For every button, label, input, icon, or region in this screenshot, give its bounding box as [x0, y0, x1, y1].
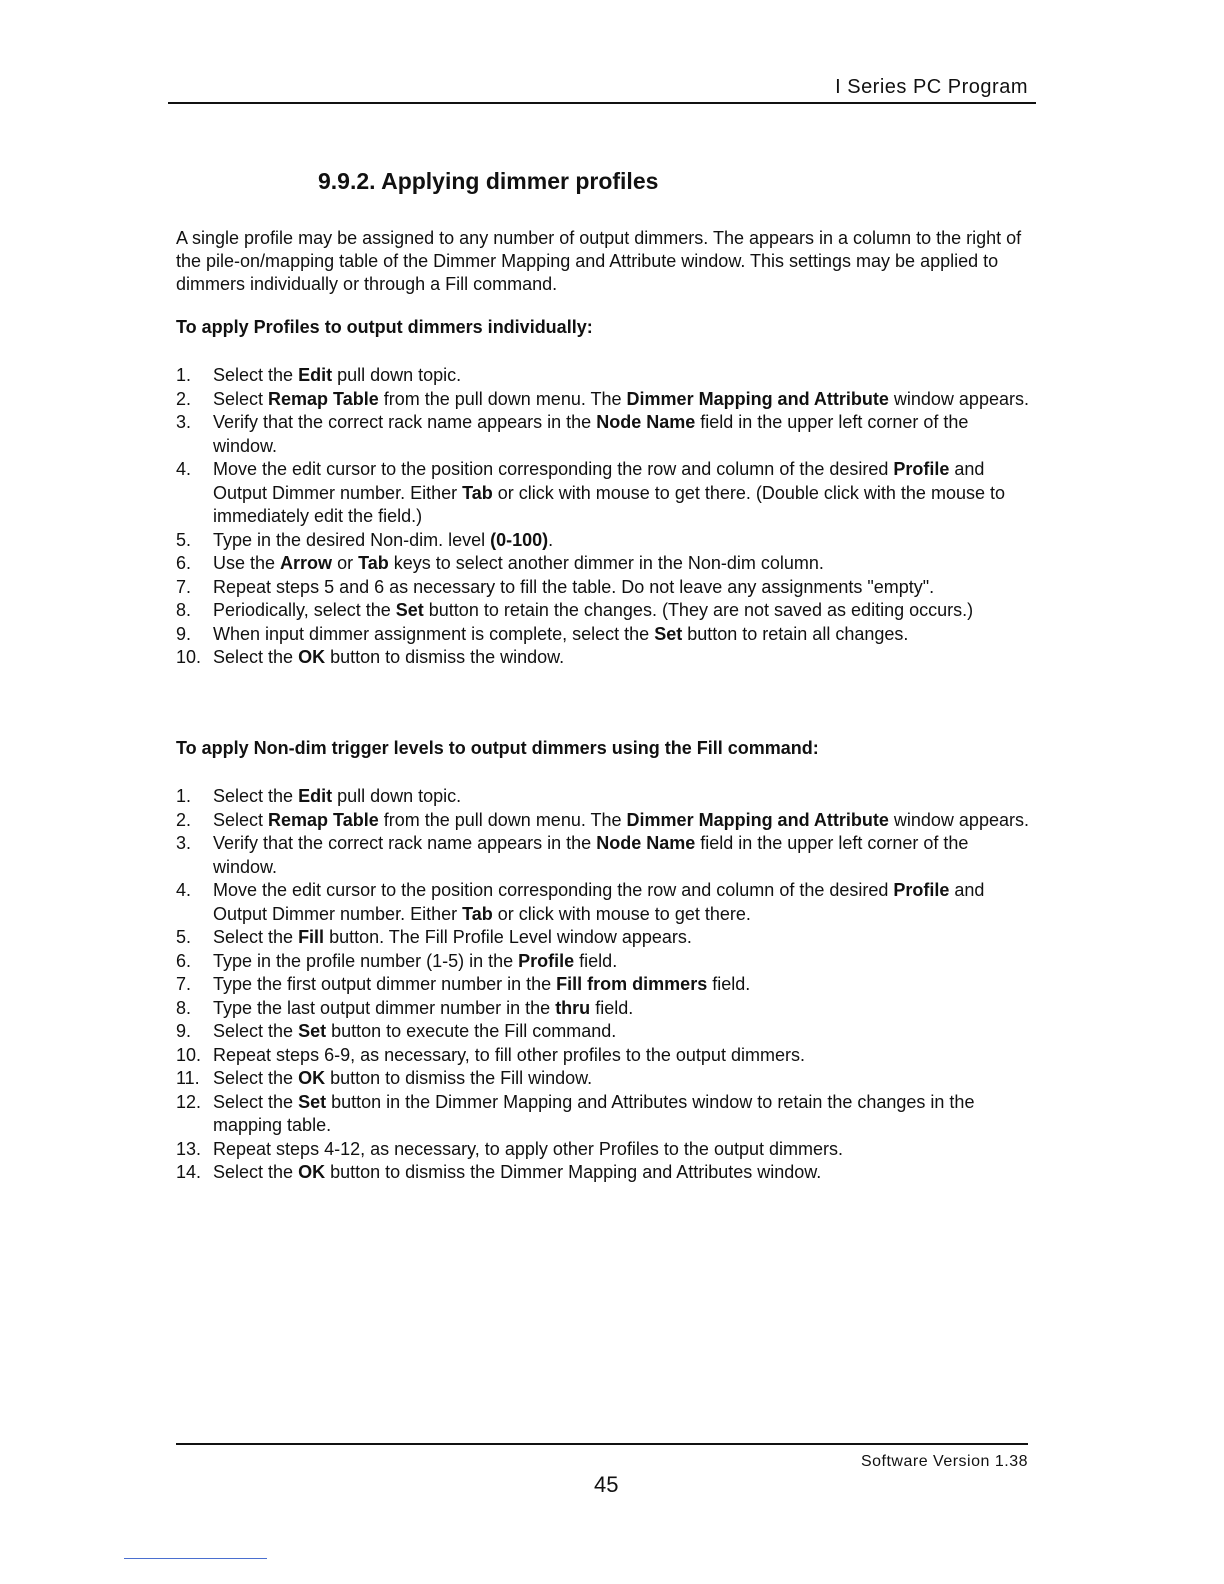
step-text: pull down topic.	[332, 365, 462, 385]
procedure1-steps	[176, 364, 1036, 670]
step-keyword: Tab	[462, 903, 493, 924]
step-text: field in the upper left corner of the window.	[213, 833, 969, 877]
step-text: Repeat steps 5 and 6 as necessary to fill the table. Do not leave any assignments "empty".	[213, 576, 935, 597]
procedure2-heading: To apply Non-dim trigger levels to output dimmers using the Fill command:	[176, 738, 819, 758]
step-text: Select	[213, 388, 269, 409]
list-item	[176, 1161, 1036, 1185]
step-text: from the pull down menu. The	[378, 809, 627, 830]
step-keyword: Remap Table	[268, 388, 379, 409]
step-number: 3.	[176, 412, 192, 432]
list-item	[176, 458, 1036, 529]
step-keyword: OK	[298, 1162, 326, 1182]
list-item	[176, 623, 1036, 647]
list-item	[176, 997, 1036, 1021]
list-item	[176, 388, 1036, 412]
step-keyword: thru	[555, 997, 591, 1018]
footer-divider	[176, 1443, 1028, 1445]
step-number: 12.	[176, 1091, 202, 1112]
step-text: Type in the profile number (1-5) in the	[213, 950, 519, 971]
step-text: button to execute the Fill command.	[326, 1021, 617, 1041]
step-number: 7.	[176, 576, 192, 597]
step-text: Verify that the correct rack name appears in the	[213, 412, 597, 432]
step-text: Select the	[213, 786, 299, 806]
step-text: or click with mouse to get there. (Double click with the mouse to immediately edit the field.)	[213, 482, 1005, 526]
step-number: 3.	[176, 833, 192, 853]
step-number: 1.	[176, 365, 192, 385]
step-text: and Output Dimmer number. Either	[213, 459, 985, 503]
step-keyword: Tab	[462, 482, 493, 503]
step-keyword: Set	[298, 1091, 327, 1112]
list-item	[176, 879, 1036, 926]
list-item	[176, 1138, 1036, 1162]
step-keyword: Fill	[298, 927, 325, 947]
step-keyword: Edit	[298, 786, 333, 806]
step-text: Select the	[213, 365, 299, 385]
list-item	[176, 809, 1036, 833]
step-text: window appears.	[888, 809, 1029, 830]
step-keyword: Dimmer Mapping and Attribute	[626, 809, 889, 830]
step-text: button to retain all changes.	[682, 623, 909, 644]
step-number: 10.	[176, 647, 202, 667]
step-text: keys to select another dimmer in the Non-dim column.	[388, 553, 824, 573]
step-text: Select the	[213, 1091, 299, 1112]
list-item	[176, 926, 1036, 950]
step-text: Use the	[213, 553, 281, 573]
step-keyword: Set	[654, 623, 683, 644]
list-item	[176, 950, 1036, 974]
step-keyword: Node Name	[596, 833, 696, 853]
step-text: field.	[590, 997, 634, 1018]
step-number: 4.	[176, 459, 192, 479]
step-text: button to dismiss the Dimmer Mapping and Attributes window.	[325, 1162, 822, 1182]
step-text: .	[548, 529, 554, 550]
step-number: 13.	[176, 1138, 202, 1159]
step-text: button to dismiss the Fill window.	[325, 1068, 593, 1088]
list-item	[176, 411, 1036, 458]
step-text: Repeat steps 4-12, as necessary, to apply other Profiles to the output dimmers.	[213, 1138, 843, 1159]
step-keyword: Profile	[893, 880, 950, 900]
step-keyword: Profile	[893, 459, 950, 479]
step-text: field.	[574, 950, 618, 971]
step-text: and Output Dimmer number. Either	[213, 880, 985, 924]
step-text: Periodically, select the	[213, 600, 396, 620]
step-text: button to dismiss the window.	[325, 647, 565, 667]
step-text: button to retain the changes. (They are not saved as editing occurs.)	[423, 600, 974, 620]
step-keyword: OK	[298, 1068, 326, 1088]
step-keyword: Arrow	[280, 553, 333, 573]
list-item	[176, 529, 1036, 553]
step-text: Type the first output dimmer number in the	[213, 974, 557, 994]
step-text: Select the	[213, 647, 299, 667]
step-text: field in the upper left corner of the window.	[213, 412, 969, 456]
list-item	[176, 599, 1036, 623]
intro-paragraph: A single profile may be assigned to any number of output dimmers. The appears in a column to the right of the pile-on/mapping table of the Dimmer Mapping and Attribute window. This settings may be applied to dimmers individually or through a Fill command.	[176, 228, 1022, 294]
step-number: 9.	[176, 623, 192, 644]
step-number: 6.	[176, 553, 192, 573]
step-text: field.	[707, 974, 751, 994]
step-text: Move the edit cursor to the position corresponding the row and column of the desired	[213, 459, 894, 479]
list-item	[176, 1067, 1036, 1091]
link-underline	[124, 1558, 267, 1559]
list-item	[176, 785, 1036, 809]
step-text: Select the	[213, 1068, 299, 1088]
step-number: 2.	[176, 388, 192, 409]
step-number: 5.	[176, 529, 192, 550]
step-text: button. The Fill Profile Level window appears.	[324, 927, 692, 947]
step-number: 8.	[176, 997, 192, 1018]
step-text: When input dimmer assignment is complete, select the	[213, 623, 655, 644]
step-keyword: Edit	[298, 365, 333, 385]
step-keyword: (0-100)	[490, 529, 549, 550]
step-text: Select	[213, 809, 269, 830]
step-keyword: Profile	[518, 950, 575, 971]
step-keyword: Remap Table	[268, 809, 379, 830]
step-text: window appears.	[888, 388, 1029, 409]
step-text: pull down topic.	[332, 786, 462, 806]
step-number: 14.	[176, 1162, 202, 1182]
step-text: button in the Dimmer Mapping and Attributes window to retain the changes in the mapping table.	[213, 1091, 975, 1135]
running-header: I Series PC Program	[835, 76, 1028, 98]
page-number: 45	[594, 1472, 619, 1497]
procedure1-heading: To apply Profiles to output dimmers individually:	[176, 317, 593, 337]
step-number: 7.	[176, 974, 192, 994]
header-divider	[168, 102, 1036, 104]
step-text: from the pull down menu. The	[378, 388, 627, 409]
step-text: Type in the desired Non-dim. level	[213, 529, 491, 550]
step-keyword: OK	[298, 647, 326, 667]
list-item	[176, 1044, 1036, 1068]
list-item	[176, 576, 1036, 600]
step-text: or click with mouse to get there.	[492, 903, 751, 924]
list-item	[176, 364, 1036, 388]
step-number: 11.	[176, 1068, 200, 1088]
list-item	[176, 1091, 1036, 1138]
step-text: Select the	[213, 1021, 299, 1041]
step-text: Select the	[213, 1162, 299, 1182]
step-keyword: Dimmer Mapping and Attribute	[626, 388, 889, 409]
procedure2-steps	[176, 785, 1036, 1185]
step-number: 9.	[176, 1021, 192, 1041]
step-text: Type the last output dimmer number in the	[213, 997, 556, 1018]
software-version: Software Version 1.38	[860, 1453, 1028, 1470]
section-title: 9.9.2. Applying dimmer profiles	[318, 168, 659, 194]
step-keyword: Set	[298, 1021, 327, 1041]
step-keyword: Tab	[358, 553, 389, 573]
step-number: 2.	[176, 809, 192, 830]
step-number: 10.	[176, 1044, 202, 1065]
step-number: 4.	[176, 880, 192, 900]
list-item	[176, 646, 1036, 670]
step-keyword: Node Name	[596, 412, 696, 432]
step-text: Repeat steps 6-9, as necessary, to fill other profiles to the output dimmers.	[213, 1044, 805, 1065]
step-number: 6.	[176, 950, 192, 971]
step-text: Select the	[213, 927, 299, 947]
list-item	[176, 552, 1036, 576]
list-item	[176, 1020, 1036, 1044]
step-number: 1.	[176, 786, 192, 806]
step-number: 5.	[176, 927, 192, 947]
list-item	[176, 973, 1036, 997]
step-text: Move the edit cursor to the position corresponding the row and column of the desired	[213, 880, 894, 900]
step-text: or	[332, 553, 359, 573]
step-number: 8.	[176, 600, 192, 620]
step-keyword: Fill from dimmers	[556, 974, 708, 994]
step-text: Verify that the correct rack name appears in the	[213, 833, 597, 853]
list-item	[176, 832, 1036, 879]
step-keyword: Set	[395, 600, 424, 620]
